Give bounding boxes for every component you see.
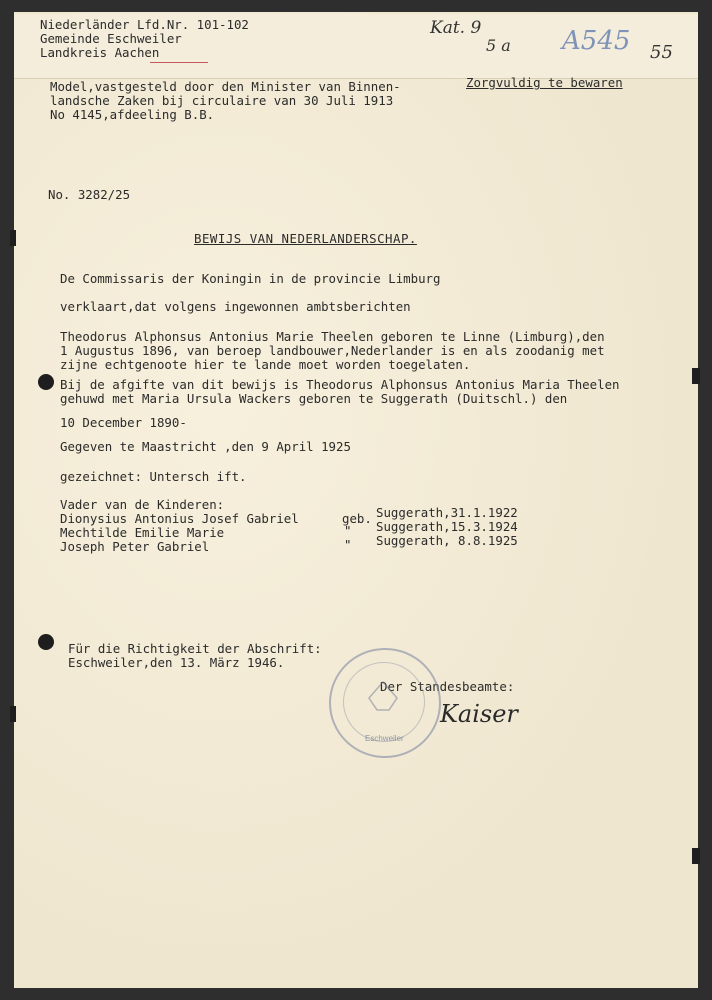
child-1-born: geb. xyxy=(342,511,372,526)
body-given: Gegeven te Maastricht ,den 9 April 1925 xyxy=(60,439,351,454)
annotation-kat: Kat. 9 xyxy=(430,18,482,38)
document-title: BEWIJS VAN NEDERLANDERSCHAP. xyxy=(194,231,417,246)
punch-hole-bottom xyxy=(38,634,54,650)
body-marriage-line-3: 10 December 1890- xyxy=(60,415,187,430)
certification-line-1: Für die Richtigkeit der Abschrift: xyxy=(68,641,322,656)
registrar-signature: Kaiser xyxy=(440,700,518,728)
body-person-line-1: Theodorus Alphonsus Antonius Marie Theelen geboren te Linne (Limburg),den xyxy=(60,329,605,344)
red-underline xyxy=(150,62,208,63)
registrar-label: Der Standesbeamte: xyxy=(380,679,515,694)
annotation-page-number: 55 xyxy=(650,42,673,63)
child-3-name: Joseph Peter Gabriel xyxy=(60,539,210,554)
body-signed: gezeichnet: Untersch ift. xyxy=(60,469,247,484)
child-3-place-date: Suggerath, 8.8.1925 xyxy=(376,533,518,548)
body-commissioner: De Commissaris der Koningin in de provincie Limburg xyxy=(60,271,441,286)
child-2-name: Mechtilde Emilie Marie xyxy=(60,525,225,540)
child-3-born: " xyxy=(344,537,352,552)
child-1-name: Dionysius Antonius Josef Gabriel xyxy=(60,511,299,526)
document-number: No. 3282/25 xyxy=(48,187,131,202)
model-note-line-1: Model,vastgesteld door den Minister van Binnen- xyxy=(50,79,401,94)
model-note-line-3: No 4145,afdeeling B.B. xyxy=(50,107,215,122)
body-person-line-2: 1 Augustus 1896, van beroep landbouwer,Nederlander is en als zoodanig met xyxy=(60,343,605,358)
right-edge-mark-1 xyxy=(692,368,700,384)
body-declares: verklaart,dat volgens ingewonnen ambtsberichten xyxy=(60,299,411,314)
stamp-text: Eschweiler xyxy=(365,734,404,743)
keep-carefully-note: Zorgvuldig te bewaren xyxy=(466,75,623,90)
child-2-place-date: Suggerath,15.3.1924 xyxy=(376,519,518,534)
header-line-1: Niederländer Lfd.Nr. 101-102 xyxy=(40,17,249,32)
annotation-ref-blue: A545 xyxy=(562,26,631,56)
model-note-line-2: landsche Zaken bij circulaire van 30 Juli 1913 xyxy=(50,93,394,108)
body-marriage-line-1: Bij de afgifte van dit bewijs is Theodorus Alphonsus Antonius Maria Theelen xyxy=(60,377,620,392)
child-2-born: " xyxy=(344,523,352,538)
children-heading: Vader van de Kinderen: xyxy=(60,497,225,512)
right-edge-mark-2 xyxy=(692,848,700,864)
left-edge-mark-1 xyxy=(10,230,16,246)
left-edge-mark-2 xyxy=(10,706,16,722)
punch-hole-top xyxy=(38,374,54,390)
certification-line-2: Eschweiler,den 13. März 1946. xyxy=(68,655,285,670)
body-marriage-line-2: gehuwd met Maria Ursula Wackers geboren te Suggerath (Duitschl.) den xyxy=(60,391,568,406)
body-person-line-3: zijne echtgenoote hier te lande moet worden toegelaten. xyxy=(60,357,471,372)
header-line-3: Landkreis Aachen xyxy=(40,45,160,60)
annotation-sub: 5 a xyxy=(486,36,511,55)
official-stamp xyxy=(329,648,441,758)
header-line-2: Gemeinde Eschweiler xyxy=(40,31,182,46)
child-1-place-date: Suggerath,31.1.1922 xyxy=(376,505,518,520)
